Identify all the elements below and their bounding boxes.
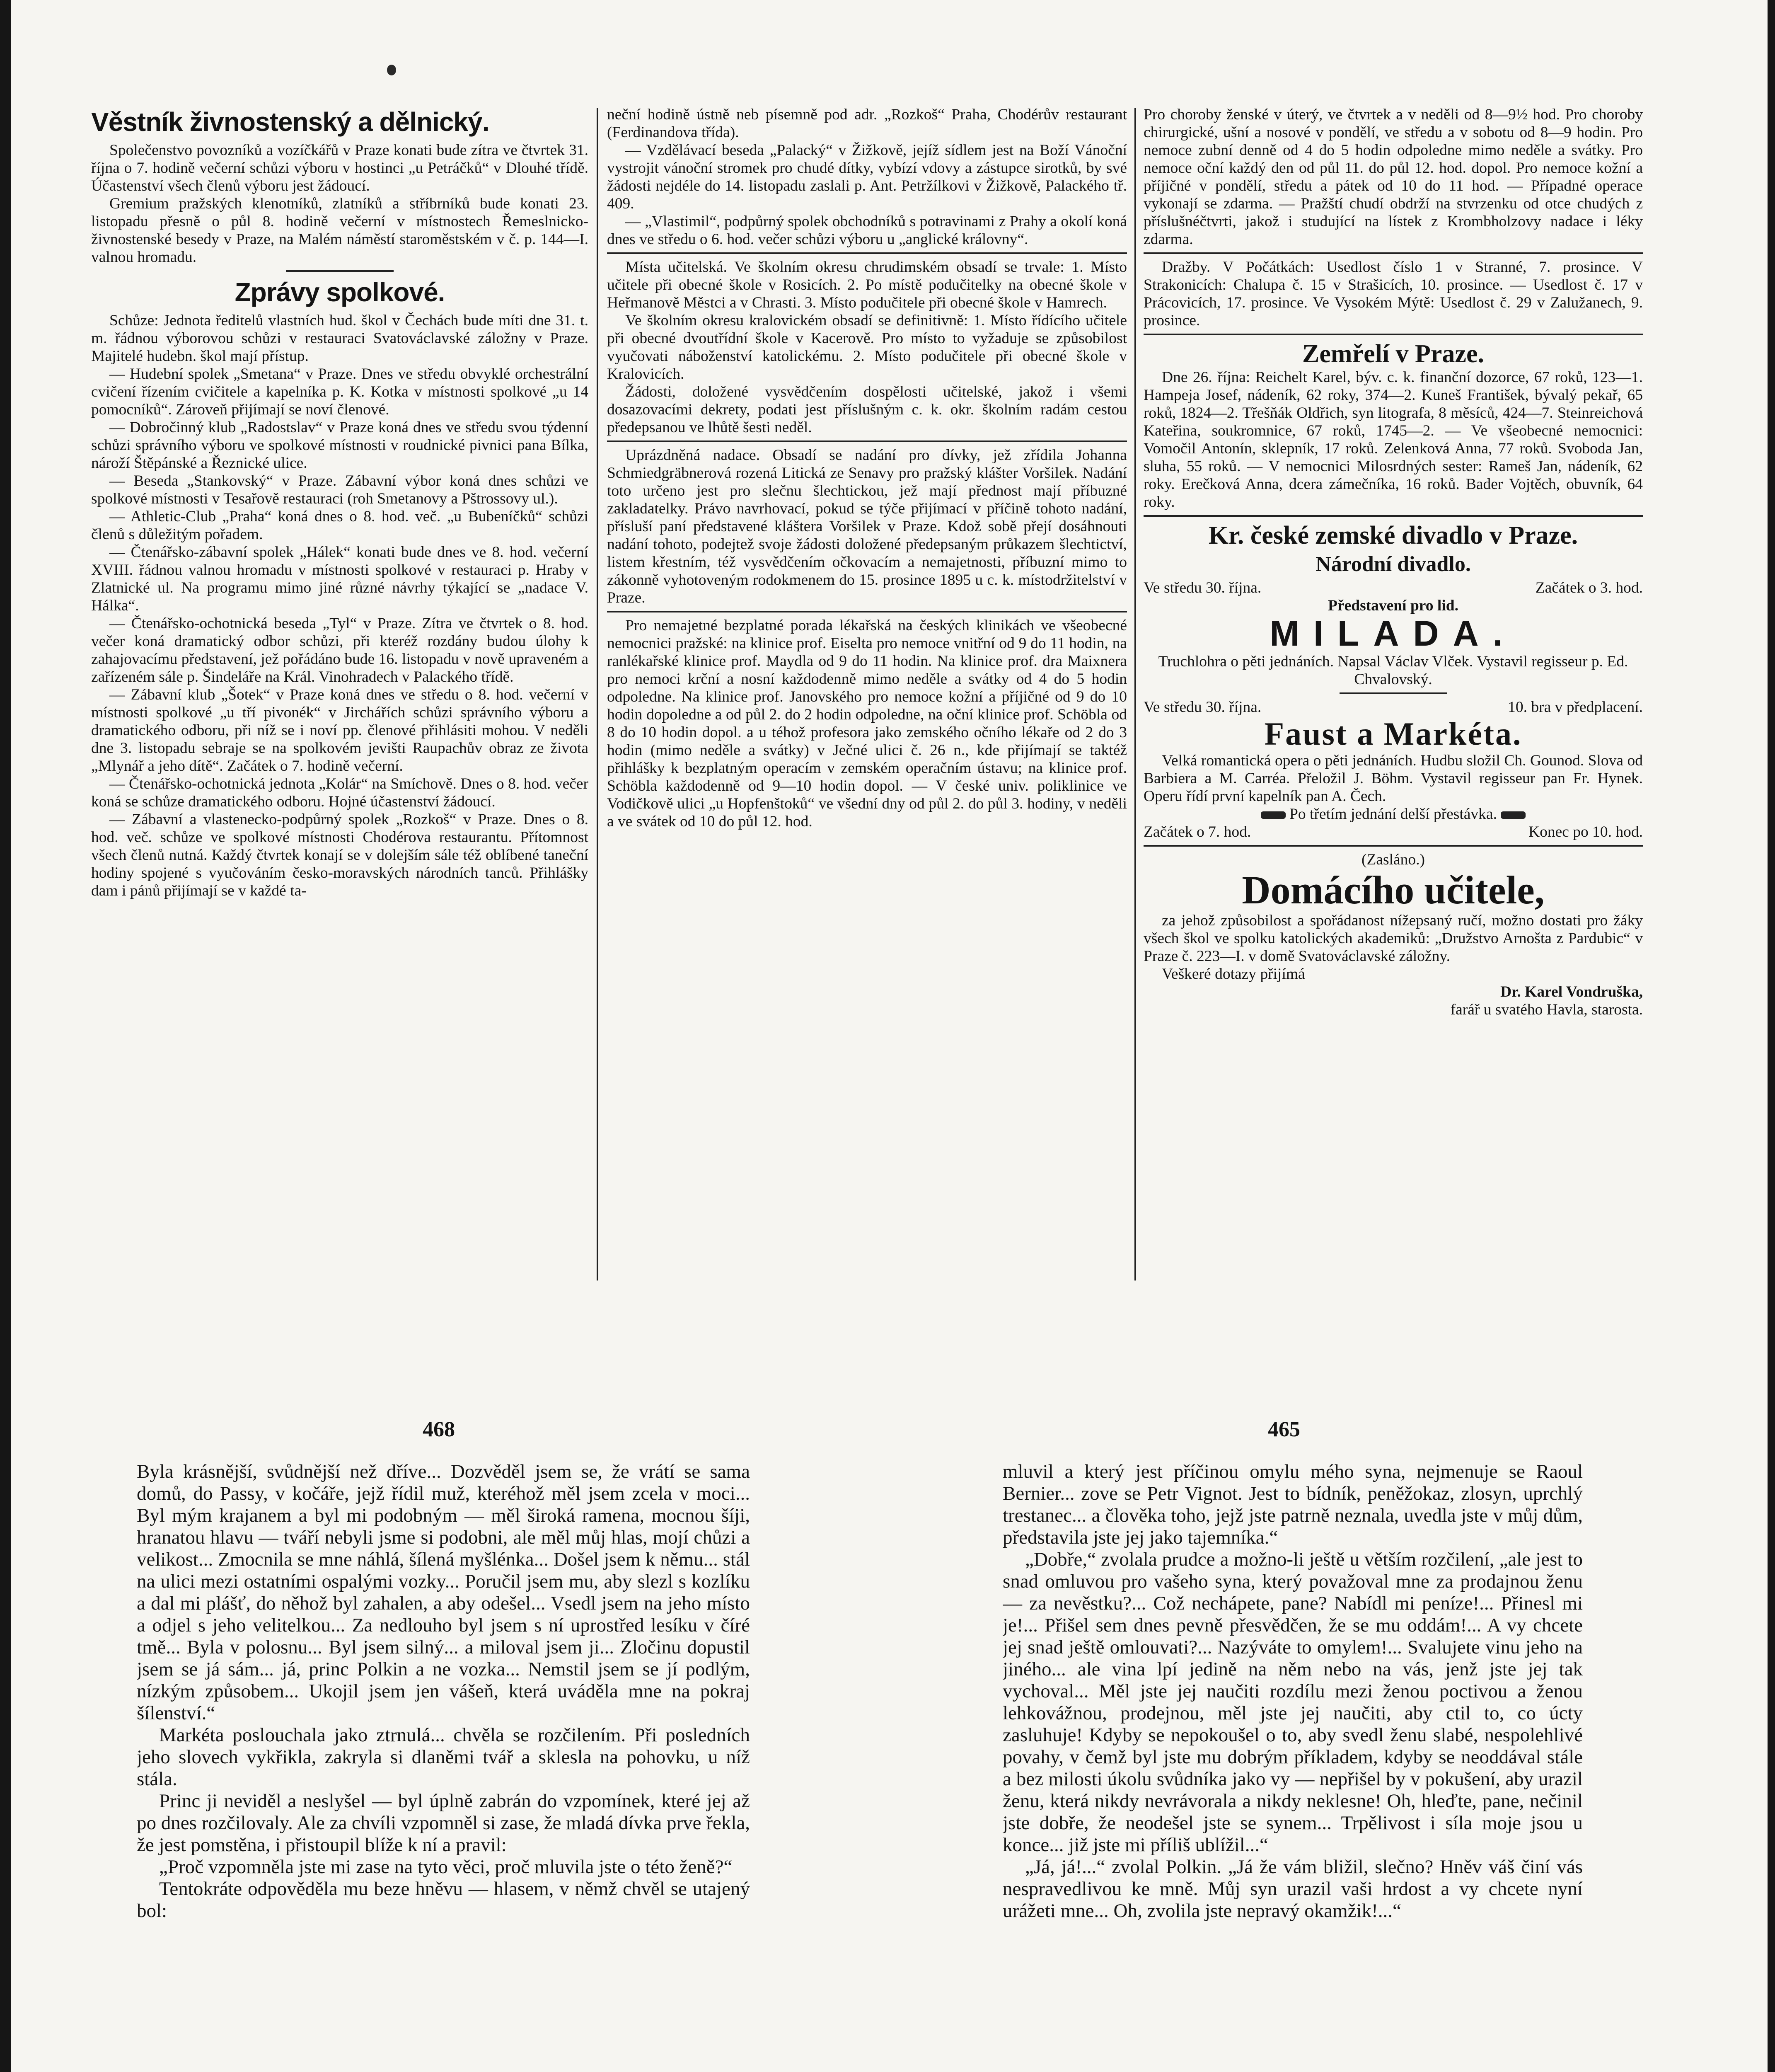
- story-paragraph: Byla krásnější, svůdnější než dříve... Dozvěděl jsem se, že vrátí se sama domů, do Passy, v kočáře, jejž řídil muž, kteréhož měl jsem zcela v moci... Byl mým krajanem a byl mi podobným — měl široká ramena, mocnou šíji, hranatou hlavu — tváří nebyli jsme si podobni, ale měl můj hlas, mojí chůzi a velikost... Zmocnila se mne náhlá, šílená myšlénka... Došel jsem k němu... stál na ulici mezi ostatními ospalými vozky... Poručil jsem mu, aby slezl s kozlíku a dal mi plášť, do něhož byl zahalen, a aby odešel... Vsedl jsem na jeho místo a odjel s jeho velitelkou... Za nedlouho byl jsem s ní uprostřed lesíku v číré tmě... Byla v polosnu... Byl jsem silný... a miloval jsem ji... Zločinu dopustil jsem se já sám... já, princ Polkin a ne vozka... Nemstil jsem se jí podlým, nízkým způsobem... Ukojil jsem jen vášeň, která uváděla mne na pokraj šílenství.“: [137, 1461, 750, 1724]
- show2-pause: Po třetím jednání delší přestávka.: [1289, 806, 1497, 823]
- show2-end: Konec po 10. hod.: [1528, 823, 1643, 840]
- clinic-hours: Pro choroby ženské v úterý, ve čtvrtek a v neděli od 8—9½ hod. Pro choroby chirurgické, ušní a nosové v pondělí, ve středu a v sobotu od 8—9 hodin. Pro nemoce zubní denně od 4 do 5 hodin odpoledne mimo neděle a svátky. Pro nemoce oční každý den od půl 11. do půl 12. hod. dopol. Pro nemoce kožní a příjičné v pondělí, středu a pátek od 10 do 11 hod. — Případné operace vykonají se zdarma. — Pražští chudí obdrží na stvrzenku od otce chudých z příslušnéčtvrti, jakož i studující na lístek z Krombholzovy nadace i léky zdarma.: [1144, 106, 1643, 248]
- auctions: Dražby. V Počátkách: Usedlost číslo 1 v Stranné, 7. prosince. V Strakonicích: Chalupa č. 15 v Strašicích, 10. prosince. — Usedlost č. 17 v Prácovicích, 17. prosince. Ve Vysokém Mýtě: Usedlost č. 29 v Zalužanech, 9. prosince.: [1144, 259, 1643, 329]
- teaching-posts: Žádosti, doložené vysvědčením dospělosti učitelské, jakož i všemi dosazovacími dekrety, podati jest příslušným c. k. okr. školním radám cestou předepsanou ve lhůtě šesti neděl.: [607, 383, 1127, 436]
- serial-right-page: [1003, 1461, 1583, 2072]
- show2-description: Velká romantická opera o pěti jednáních. Hudbu složil Ch. Gounod. Slova od Barbiera a M. Carréa. Přeložil J. Böhm. Vystavil regisseur pan Fr. Hynek. Operu řídí první kapelník pan A. Čech.: [1144, 752, 1643, 805]
- club-notice: Schůze: Jednota ředitelů vlastních hud. škol v Čechách bude míti dne 31. t. m. řádnou výborovou schůzi v restauraci Svatováclavské záložny v Praze. Majitelé hudebn. škol mají přístup.: [91, 312, 588, 365]
- club-notice: — Zábavní klub „Šotek“ v Praze koná dnes ve středu o 8. hod. večerní v místnosti spolkové „u tří pivonék“ v Jirchářích schůzi správního výboru a dramatického odboru, při níž se i noví pp. členové přihlásiti mohou. V neděli dne 3. listopadu sebraje se na spolkovém jevišti Raupachův obraz ze života „Mlynář a jeho dítě“. Začátek o 7. hodině večerní.: [91, 686, 588, 775]
- foundation-vacancy: Uprázdněná nadace. Obsadí se nadání pro dívky, jež zřídila Johanna Schmiedgräbnerová rozená Litická ze Senavy pro pražský klášter Voršilek. Nadání toto určeno jest pro slečnu šlechtickou, jež mají přednost mají příbuzné zakladatelky. Právo navrhovací, pokud se týče přijímací v příčině tohoto nadání, přísluší paní představené kláštera Voršilek v Praze. Kdož sobě přejí dosáhnouti nadání tohoto, podejtež svoje žádosti doložené předepsaným průkazem šlechtictví, listem křestním, též vysvědčením očkovacím a nemajetnosti, příbuzní mimo to zákonně vyhotoveným rodokmenem do 15. prosince 1895 u c. k. místodržitelství v Praze.: [607, 447, 1127, 606]
- column-trade-and-clubs: [91, 106, 588, 1283]
- scan-edge-right: [1768, 0, 1775, 2072]
- scan-edge-left: [0, 0, 11, 2072]
- divider: [1144, 252, 1643, 254]
- theatre-subtitle: Národní divadlo.: [1316, 552, 1471, 576]
- club-notice: — Čtenářsko-zábavní spolek „Hálek“ konati bude dnes ve 8. hod. večerní XVIII. řádnou valnou hromadu v místnosti spolkové v restauraci p. Hraby v Zlatnické ul. Na programu mimo jiné různé návrhy týkající se „nadace V. Hálka“.: [91, 544, 588, 614]
- column-rule: [1134, 108, 1136, 1280]
- story-paragraph: „Proč vzpomněla jste mi zase na tyto věci, proč mluvila jste o této ženě?“: [159, 1856, 733, 1878]
- story-paragraph: Markéta poslouchala jako ztrnulá... chvěla se rozčilením. Při posledních jeho slovech vykřikla, zakryla si dlaněmi tvář a sklesla na pohovku, u níž stála.: [137, 1724, 750, 1790]
- serial-left-page: [137, 1461, 750, 2072]
- ad-inquiry: Veškeré dotazy přijímá: [1162, 966, 1305, 983]
- show1-time: Začátek o 3. hod.: [1535, 579, 1643, 596]
- heading-club-news: Zprávy spolkové.: [235, 277, 445, 307]
- club-notice: — Čtenářsko-ochotnická jednota „Kolár“ na Smíchově. Dnes o 8. hod. večer koná se schůze dramatického odboru. Hojné účastenství žádoucí.: [91, 775, 588, 810]
- column-rule: [597, 108, 598, 1280]
- ad-signature-title: farář u svatého Havla, starosta.: [1450, 1001, 1643, 1018]
- divider: [607, 441, 1127, 442]
- ink-dot: [387, 65, 396, 75]
- show2-info: [1144, 698, 1643, 716]
- show1-info: [1144, 579, 1643, 597]
- heading-trade-bulletin: Věstník živnostenský a dělnický.: [91, 107, 489, 137]
- divider: [286, 270, 394, 272]
- pointing-hand-icon: [1501, 811, 1526, 819]
- club-notice: — Zábavní a vlastenecko-podpůrný spolek „Rozkoš“ v Praze. Dnes o 8. hod. več. schůze ve spolkové místnosti Chodérova restaurantu. Přítomnost všech členů nutná. Každý čtvrtek konají se v dolejším sále též oblíbené taneční hodiny spojené s vyučováním česko-moravských národních tanců. Přihlášky dam i pánů přijímají se v každé ta-: [91, 811, 588, 899]
- heading-deaths: Zemřelí v Praze.: [1302, 340, 1484, 368]
- page-number-left: 468: [423, 1418, 455, 1441]
- show2-pause-line: [1144, 805, 1643, 823]
- show1-title: MILADA.: [1270, 614, 1517, 654]
- club-notice: — Athletic-Club „Praha“ koná dnes o 8. hod. več. „u Bubeníčků“ schůzi členů s důležitým pořadem.: [91, 508, 588, 543]
- theatre-title: Kr. české zemské divadlo v Praze.: [1208, 521, 1578, 549]
- column-notices: [607, 106, 1127, 1283]
- story-paragraph: Princ ji neviděl a neslyšel — byl úplně zabrán do vzpomínek, které jej až po dnes rozčilovaly. Ale za chvíli vzpomněl si zase, že mladá dívka prve řekla, že jest pomstěna, i přistoupil blíže k ní a pravil:: [137, 1790, 750, 1856]
- show2-times: [1144, 823, 1643, 841]
- free-medical-advice: Pro nemajetné bezplatné porada lékařská na českých klinikách ve všeobecné nemocnici pražské: na klinice prof. Eiselta pro nemoce vnitřní od 9 do 11 hodin, na ranlékařské klinice prof. Maydla od 9 do 11 hodin. Na klinice prof. dra Maixnera pro nemoci krční a nosní každodenně mimo neděle a svátky od 4 do 5 hodin odpoledne. Na klinice prof. Janovského pro nemoce kožní a příjičné od 9 do 10 hodin dopoledne a od půl 2. do 2 hodin odpoledne, na oční klinice prof. Schöbla od 8 do 10 hodin dopol. a u téhož profesora jako zemského očního lékaře od 2 do 3 hodin (mimo neděle a svátky) v Ječné ulici č. 26 n., kde přijímají se taktéž přihlášky k bezplatným operacím v zemském operačním ústavu; na klinice prof. Schöbla každodenně od 9—10 hodin dopol. — V české univ. poliklinice ve Vodičkově ulici „u Hopfenštoků“ ve všední dny od půl 2. do půl 3. hodiny, v neděli a ve svátek od 10 do půl 12. hod.: [607, 617, 1127, 830]
- ad-body: za jehož způsobilost a spořádanost nížepsaný ručí, možno dostati pro žáky všech škol ve spolku katolických akademiků: „Družstvo Arnošta z Pardubic“ v Praze č. 223—I. v domě Svatováclavské záložny.: [1144, 912, 1643, 965]
- notice-jewellers-guild: Gremium pražských klenotníků, zlatníků a stříbrníků bude konati 23. listopadu přesně o půl 8. hodině večerní v místnostech Řemeslnicko-živnostenské besedy v Praze, na Malém náměstí staroměstském v č. p. 144—I. valnou hromadu.: [91, 195, 588, 266]
- club-notice-continued: neční hodině ústně neb písemně pod adr. „Rozkoš“ Praha, Chodérův restaurant (Ferdinandova třída).: [607, 106, 1127, 141]
- ad-signature: Dr. Karel Vondruška,: [1500, 983, 1643, 1000]
- teaching-posts: Místa učitelská. Ve školním okresu chrudimském obsadí se trvale: 1. Místo učitele při obecné škole v Rosicích. 2. Po místě podučitelky na obecné škole v Heřmanově Městci a v Chrasti. 3. Místo podučitele při obecné škole v Hamrech.: [607, 259, 1127, 311]
- divider: [607, 611, 1127, 612]
- divider: [1340, 692, 1447, 694]
- club-notice: — Hudební spolek „Smetana“ v Praze. Dnes ve středu obvyklé orchestrální cvičení řízením cvičitele a kapelníka p. K. Kotka v místnosti spolkové „u 14 pomocníků“. Zároveň přijímají se noví členové.: [91, 366, 588, 418]
- show2-date: Ve středu 30. října.: [1144, 699, 1262, 716]
- club-notice: — Vzdělávací beseda „Palacký“ v Žižkově, jejíž sídlem jest na Boží Vánoční vystrojit vánoční stromek pro chudé dítky, vybízí vdovy a zástupce sirotků, by své žádosti nejdéle do 14. listopadu zaslali p. Ant. Petržílkovi v Žižkově, Palackého tř. 409.: [607, 142, 1127, 212]
- teaching-posts: Ve školním okresu kralovickém obsadí se definitivně: 1. Místo řídícího učitele při obecné dvoutřídní škole v Kacerově. Pro místo to vyžaduje se způsobilost vyučovati náboženství katolickému. 2. Místo podučitele při obecné škole v Kralovicích.: [607, 312, 1127, 382]
- page-number-right: 465: [1268, 1418, 1300, 1441]
- pointing-hand-icon: [1261, 811, 1286, 819]
- show2-start: Začátek o 7. hod.: [1144, 823, 1251, 840]
- sent-in-label: (Zasláno.): [1361, 851, 1425, 868]
- show2-title: Faust a Markéta.: [1264, 716, 1522, 752]
- divider: [1144, 515, 1643, 517]
- story-paragraph: Tentokráte odpověděla mu beze hněvu — hlasem, v němž chvěl se utajený bol:: [137, 1878, 750, 1922]
- story-paragraph: mluvil a který jest příčinou omylu mého syna, nejmenuje se Raoul Bernier... zove se Petr Vignot. Jest to bídník, peněžokaz, zlosyn, uprchlý trestanec... a člověka toho, jejž jste patrně neznala, uvedla jste v můj dům, představila jste jej jako tajemníka.“: [1003, 1461, 1583, 1548]
- divider: [1144, 845, 1643, 847]
- show1-note: Představení pro lid.: [1328, 597, 1458, 614]
- show1-description: Truchlohra o pěti jednáních. Napsal Václav Vlček. Vystavil regisseur p. Ed. Chvalovský.: [1158, 653, 1628, 688]
- show1-date: Ve středu 30. října.: [1144, 579, 1262, 596]
- club-notice: — „Vlastimil“, podpůrný spolek obchodníků s potravinami z Prahy a okolí koná dnes ve středu o 6. hod. večer schůzi výboru u „anglické královny“.: [607, 213, 1127, 248]
- column-announcements: [1144, 106, 1643, 1283]
- ad-title: Domácího učitele,: [1242, 868, 1545, 912]
- story-paragraph: „Dobře,“ zvolala prudce a možno-li ještě u větším rozčilení, „ale jest to snad omluvou pro vašeho syna, který považoval mne za prodajnou ženu — za nevěstku?... Což nechápete, pane? Nabídl mi peníze!... Přinesl mi je!... Přišel sem dnes pevně přesvědčen, že se mu oddám!... A vy chcete jej snad ještě omlouvati?... Nazýváte to omylem!... Svalujete vinu jeho na jiného... ale vina lpí jedině na něm nebo na vás, jenž jste jej tak vychoval... Měl jste jej naučiti rozdílu mezi ženou poctivou a ženou lehkovážnou, prodejnou, měl jste jej naučiti, aby ctil to, co úcty zasluhuje! Kdyby se nepokoušel o to, aby svedl ženu slabé, nespolehlivé povahy, v čemž byl jste mu dobrým příkladem, kdyby se neoddával stále a bez milosti úkolu svůdníka jako vy — nepřišel by v pokušení, aby urazil ženu, která nikdy nevrávorala a nikdy neklesne! Oh, hleďte, pane, nečinil jste dobře, že neodešel jste se synem... Trpělivost i síla moje jsou u konce... již jste mi příliš ublížil...“: [1003, 1549, 1583, 1856]
- deaths-list: Dne 26. října: Reichelt Karel, býv. c. k. finanční dozorce, 67 roků, 123—1. Hampeja Josef, nádeník, 62 roky, 374—2. Kuneš František, bývalý pekař, 65 roků, 1824—2. Třešňák Oldřich, syn litografa, 8 měsíců, 424—7. Steinreichová Kateřina, soukromnice, 67 roků, 1745—2. — Ve všeobecné nemocnici: Vomočil Antonín, sklepník, 17 roků. Zelenková Anna, 77 roků. Svoboda Jan, sluha, 55 roků. — V nemocnici Milosrdných sester: Rameš Jan, nádeník, 62 roky. Erečková Anna, dcera zámečníka, 16 roků. Bader Vojtěch, obuvník, 64 roky.: [1144, 369, 1643, 511]
- divider: [1144, 334, 1643, 335]
- club-notice: — Čtenářsko-ochotnická beseda „Tyl“ v Praze. Zítra ve čtvrtek o 8. hod. večer koná dramatický odbor schůzi, při kteréž rozdány budou úlohy k zahajovacímu představení, jež pořádáno bude 16. listopadu v nově upraveném a zařízeném sále p. Šindeláře na Král. Vinohradech v Palackého třídě.: [91, 615, 588, 685]
- divider: [607, 252, 1127, 254]
- club-notice: — Dobročinný klub „Radostslav“ v Praze koná dnes ve středu svou týdenní schůzi správního výboru ve spolkové místnosti v roudnické pivnici pana Bílka, nároží Štěpánské a Řeznické ulice.: [91, 419, 588, 472]
- club-notice: — Beseda „Stankovský“ v Praze. Zábavní výbor koná dnes schůzi ve spolkové místnosti v Tesařově restauraci (roh Smetanovy a Pštrossovy ul.).: [91, 472, 588, 507]
- show2-subscription: 10. bra v předplacení.: [1508, 699, 1643, 716]
- notice-carriers-guild: Společenstvo povozníků a vozíčkářů v Praze konati bude zítra ve čtvrtek 31. října o 7. hodině večerní schůzi výboru v hostinci „u Petráčků“ v Dlouhé třídě. Účastenství všech členů výboru jest žádoucí.: [91, 142, 588, 194]
- story-paragraph: „Já, já!...“ zvolal Polkin. „Já že vám bližil, slečno? Hněv váš činí vás nespravedlivou ke mně. Můj syn urazil vaši hrdost a vy chcete nyní urážeti mne... Oh, zvolila jste nepravý okamžik!...“: [1003, 1856, 1583, 1922]
